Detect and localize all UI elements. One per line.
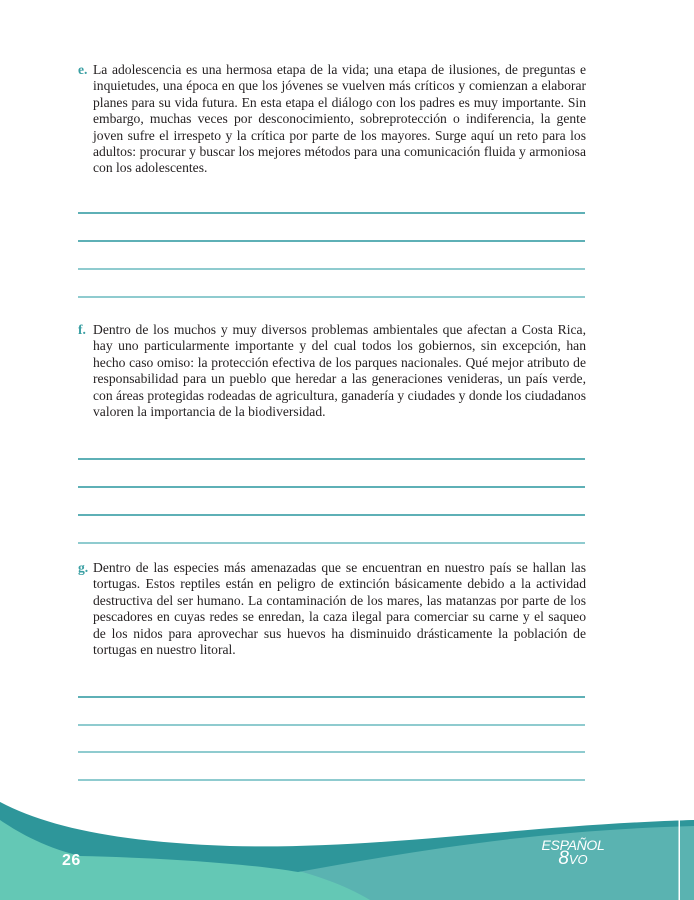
exercise-text: La adolescencia es una hermosa etapa de la vida; una etapa de ilusiones, de preguntas e inquietudes, una época en que los jóvenes se vuelven más críticos y comienzan a elaborar planes para su vida futura. En esta etapa el diálogo con los padres es muy importante. Sin embargo, muchas veces por desconocimiento, sobreprotección o indiferencia, la gente joven sufre el irrespeto y la crítica por parte de los mayores. Surge aquí un reto para los adultos: procurar y buscar los mejores métodos para una comunicación fluida y armoniosa con los adolescentes.: [93, 62, 586, 176]
answer-line[interactable]: [78, 779, 585, 781]
answer-line[interactable]: [78, 486, 585, 488]
exercise-paragraph: [78, 62, 586, 177]
answer-line[interactable]: [78, 268, 585, 270]
exercise-letter: f.: [78, 322, 86, 337]
exercise-f: [78, 322, 586, 420]
answer-line[interactable]: [78, 724, 585, 726]
page-number: 26: [62, 852, 81, 869]
exercise-g: [78, 560, 586, 658]
exercise-paragraph: [78, 560, 586, 658]
exercise-letter: e.: [78, 62, 88, 77]
answer-line[interactable]: [78, 296, 585, 298]
answer-line[interactable]: [78, 458, 585, 460]
exercise-letter: g.: [78, 560, 89, 575]
answer-line[interactable]: [78, 212, 585, 214]
answer-line[interactable]: [78, 751, 585, 753]
book-subject: ESPAÑOL: [541, 837, 605, 853]
footer-separator: [679, 820, 681, 900]
exercise-text: Dentro de los muchos y muy diversos problemas ambientales que afectan a Costa Rica, hay uno particularmente importante y del cual todos los gobiernos, sin excepción, han hecho caso omiso: la protección efectiva de los parques nacionales. Qué mejor atributo de responsabilidad para un pueblo que heredar a las generaciones venideras, un país verde, con áreas protegidas rodeadas de agricultura, ganadería y ciudades y donde los ciudadanos valoren la importancia de la biodiversidad.: [93, 322, 586, 420]
exercise-text: Dentro de las especies más amenazadas que se encuentran en nuestro país se hallan las tortugas. Estos reptiles están en peligro de extinción básicamente debido a la actividad destructiva del ser humano. La contaminación de los mares, las matanzas por parte de los pescadores en cuyas redes se enredan, la caza ilegal para comerciar su carne y el saqueo de los nidos para aprovechar sus huevos ha disminuido drásticamente la población de tortugas en nuestro litoral.: [93, 560, 586, 658]
answer-line[interactable]: [78, 542, 585, 544]
answer-line[interactable]: [78, 240, 585, 242]
grade-number: 8: [558, 848, 569, 869]
book-grade: [538, 848, 608, 869]
answer-line[interactable]: [78, 514, 585, 516]
book-logo: [538, 838, 608, 867]
answer-line[interactable]: [78, 696, 585, 698]
exercise-paragraph: [78, 322, 586, 420]
grade-suffix: VO: [568, 852, 588, 867]
exercise-e: [78, 62, 586, 177]
